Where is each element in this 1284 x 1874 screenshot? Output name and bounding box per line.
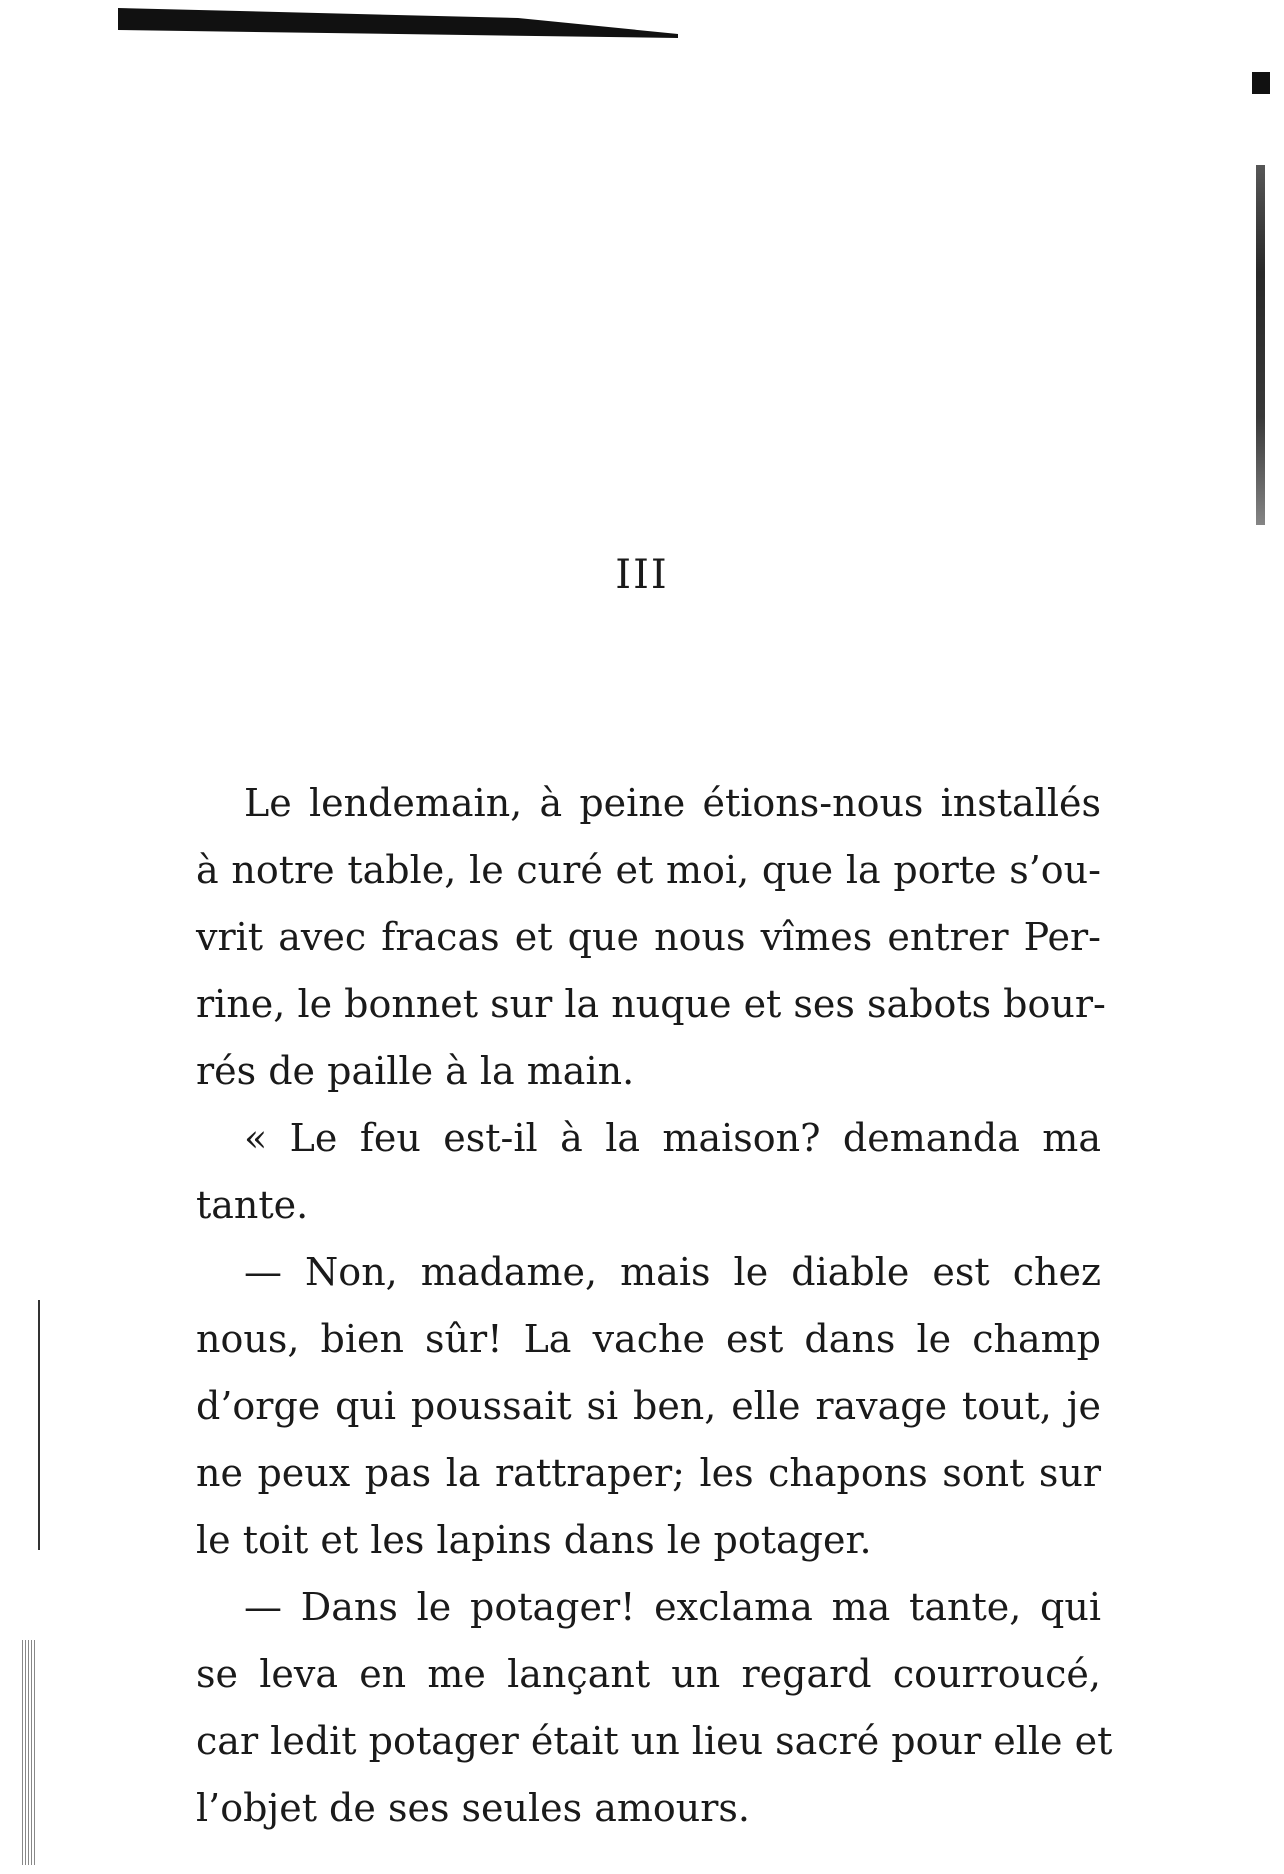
paragraph — [196, 770, 1106, 1105]
paragraph — [196, 1574, 1113, 1842]
text-line: l’objet de ses seules amours. — [196, 1786, 750, 1830]
scan-edge-rule — [1256, 165, 1265, 525]
text-line: se leva en me lançant un regard courroucé, — [196, 1652, 1101, 1696]
text-line: ne peux pas la rattraper; les chapons sont sur — [196, 1451, 1101, 1495]
chapter-heading: III — [615, 552, 669, 598]
text-line: — Dans le potager! exclama ma tante, qui — [244, 1585, 1101, 1629]
scan-edge-bar — [118, 8, 678, 38]
text-line: Le lendemain, à peine étions-nous installés — [244, 781, 1101, 825]
text-line: « Le feu est-il à la maison? demanda ma — [244, 1116, 1101, 1160]
text-line: nous, bien sûr! La vache est dans le champ — [196, 1317, 1101, 1361]
text-line: car ledit potager était un lieu sacré pour elle et — [196, 1719, 1113, 1763]
scan-left-rule — [38, 1300, 40, 1550]
scan-edge-mark — [1252, 72, 1270, 94]
text-line: tante. — [196, 1183, 309, 1227]
scan-left-hatching — [22, 1640, 36, 1865]
text-line: rine, le bonnet sur la nuque et ses sabots bour- — [196, 982, 1106, 1026]
text-line: à notre table, le curé et moi, que la porte s’ou- — [196, 848, 1101, 892]
text-line: — Non, madame, mais le diable est chez — [244, 1250, 1101, 1294]
text-line: le toit et les lapins dans le potager. — [196, 1518, 872, 1562]
paragraph — [196, 1105, 1101, 1239]
body-text — [196, 770, 1113, 1842]
text-line: d’orge qui poussait si ben, elle ravage tout, je — [196, 1384, 1101, 1428]
text-line: vrit avec fracas et que nous vîmes entrer Per- — [196, 915, 1101, 959]
paragraph — [196, 1239, 1101, 1574]
text-line: rés de paille à la main. — [196, 1049, 635, 1093]
